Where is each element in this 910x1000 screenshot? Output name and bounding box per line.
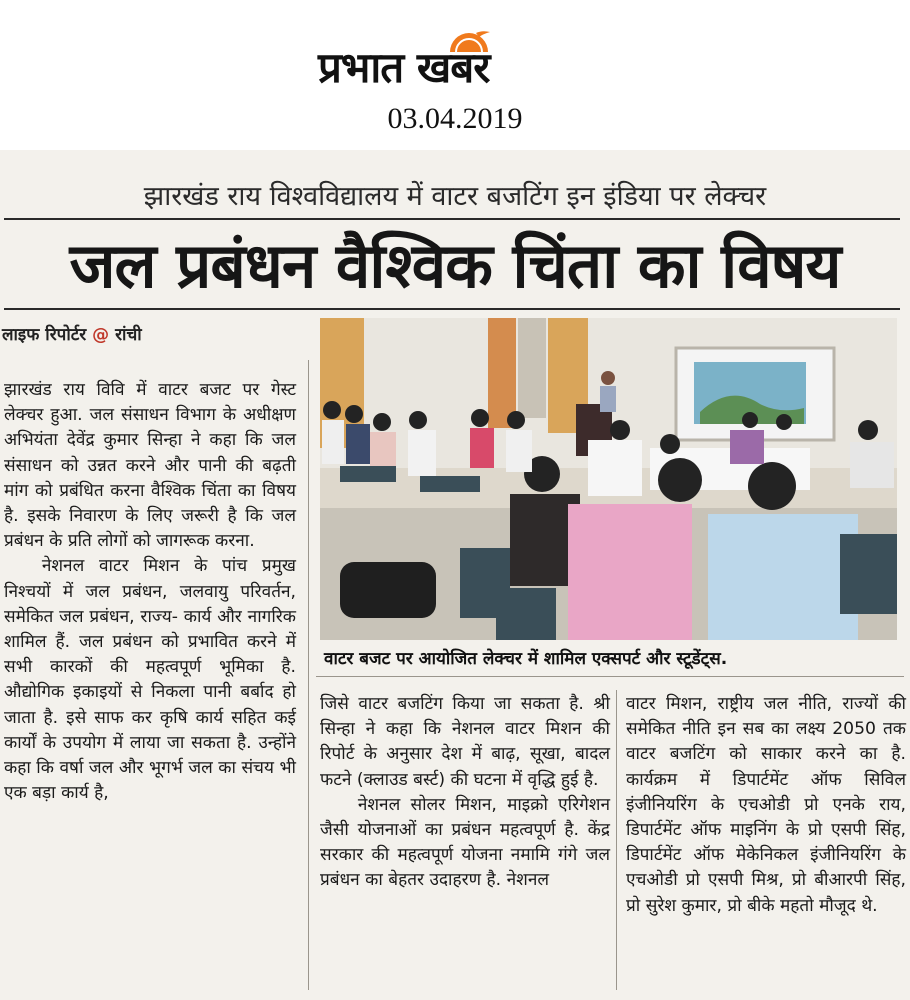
article-column-2 bbox=[320, 692, 610, 894]
photo-caption: वाटर बजट पर आयोजित लेक्चर में शामिल एक्सपर्ट और स्टूडेंट्स. bbox=[324, 649, 728, 669]
main-headline: जल प्रबंधन वैश्विक चिंता का विषय bbox=[69, 229, 841, 302]
headline-rule bbox=[4, 308, 900, 310]
byline bbox=[2, 322, 302, 348]
column1-paragraph-2: नेशनल वाटर मिशन के पांच प्रमुख निश्चयों में जल प्रबंधन, जलवायु परिवर्तन, समेकित जल प्रबंधन, राज्य- कार्य और नागरिक शामिल हैं. जल प्रबंधन को प्रभावित करने में सभी कारकों की महत्वपूर्ण भूमिका है. औद्योगिक इकाइयों से निकला पानी बर्बाद हो जाता है. इसे साफ कर कृषि कार्य सहित कई कार्यों के उपयोग में लाया जा सकता है. उन्होंने कहा कि वर्षा जल और भूगर्भ जल का संचय भी एक बड़ा कार्य है, bbox=[4, 556, 296, 804]
article-column-3 bbox=[626, 692, 906, 919]
caption-rule bbox=[316, 676, 904, 677]
column-divider-1 bbox=[308, 360, 309, 990]
kicker-rule bbox=[4, 218, 900, 220]
byline-at-symbol: @ bbox=[92, 325, 110, 345]
byline-city: रांची bbox=[115, 325, 142, 345]
publication-date: 03.04.2019 bbox=[387, 102, 523, 135]
byline-reporter: लाइफ रिपोर्टर bbox=[2, 325, 87, 345]
prabhat-khabar-logo bbox=[318, 30, 608, 92]
lecture-photo bbox=[320, 318, 897, 640]
logo-text: प्रभात खबर bbox=[318, 43, 490, 92]
lecture-hall-illustration bbox=[320, 318, 897, 640]
column-divider-2 bbox=[616, 690, 617, 990]
article-column-1 bbox=[4, 378, 296, 806]
kicker-headline: झारखंड राय विश्वविद्यालय में वाटर बजटिंग इन इंडिया पर लेक्चर bbox=[143, 181, 767, 212]
masthead bbox=[0, 0, 910, 150]
column1-paragraph-1: झारखंड राय विवि में वाटर बजट पर गेस्ट लेक्चर हुआ. जल संसाधन विभाग के अधीक्षण अभियंता देवेंद्र कुमार सिन्हा ने कहा कि जल संसाधन को उन्नत करने और पानी की बढ़ती मांग को प्रबंधित करना वैश्विक चिंता का विषय है. इसके निवारण के लिए जरूरी है कि जल प्रबंधन के प्रति लोगों को जागरूक करना. bbox=[4, 380, 296, 552]
column2-paragraph-2: नेशनल सोलर मिशन, माइक्रो एरिगेशन जैसी योजनाओं का प्रबंधन महत्वपूर्ण है. केंद्र सरकार की महत्वपूर्ण योजना नमामि गंगे जल प्रबंधन का बेहतर उदाहरण है. नेशनल bbox=[320, 794, 610, 891]
column3-paragraph-1: वाटर मिशन, राष्ट्रीय जल नीति, राज्यों की समेकित नीति इन सब का लक्ष्य 2050 तक वाटर बजटिंग को साकार करने का है. कार्यक्रम में डिपार्टमेंट ऑफ सिविल इंजीनियरिंग के एचओडी प्रो एनके राय, डिपार्टमेंट ऑफ माइनिंग के प्रो एसपी सिंह, डिपार्टमेंट ऑफ मेकेनिकल इंजीनियरिंग के एचओडी प्रो एसपी मिश्र, प्रो बीआरपी सिंह, प्रो सुरेश कुमार, प्रो बीके महतो मौजूद थे. bbox=[626, 694, 906, 916]
column2-paragraph-1: जिसे वाटर बजटिंग किया जा सकता है. श्री सिन्हा ने कहा कि नेशनल वाटर मिशन की रिपोर्ट के अनुसार देश में बाढ़, सूखा, बादल फटने (क्लाउड बर्स्ट) की घटना में वृद्धि हुई है. bbox=[320, 694, 610, 790]
